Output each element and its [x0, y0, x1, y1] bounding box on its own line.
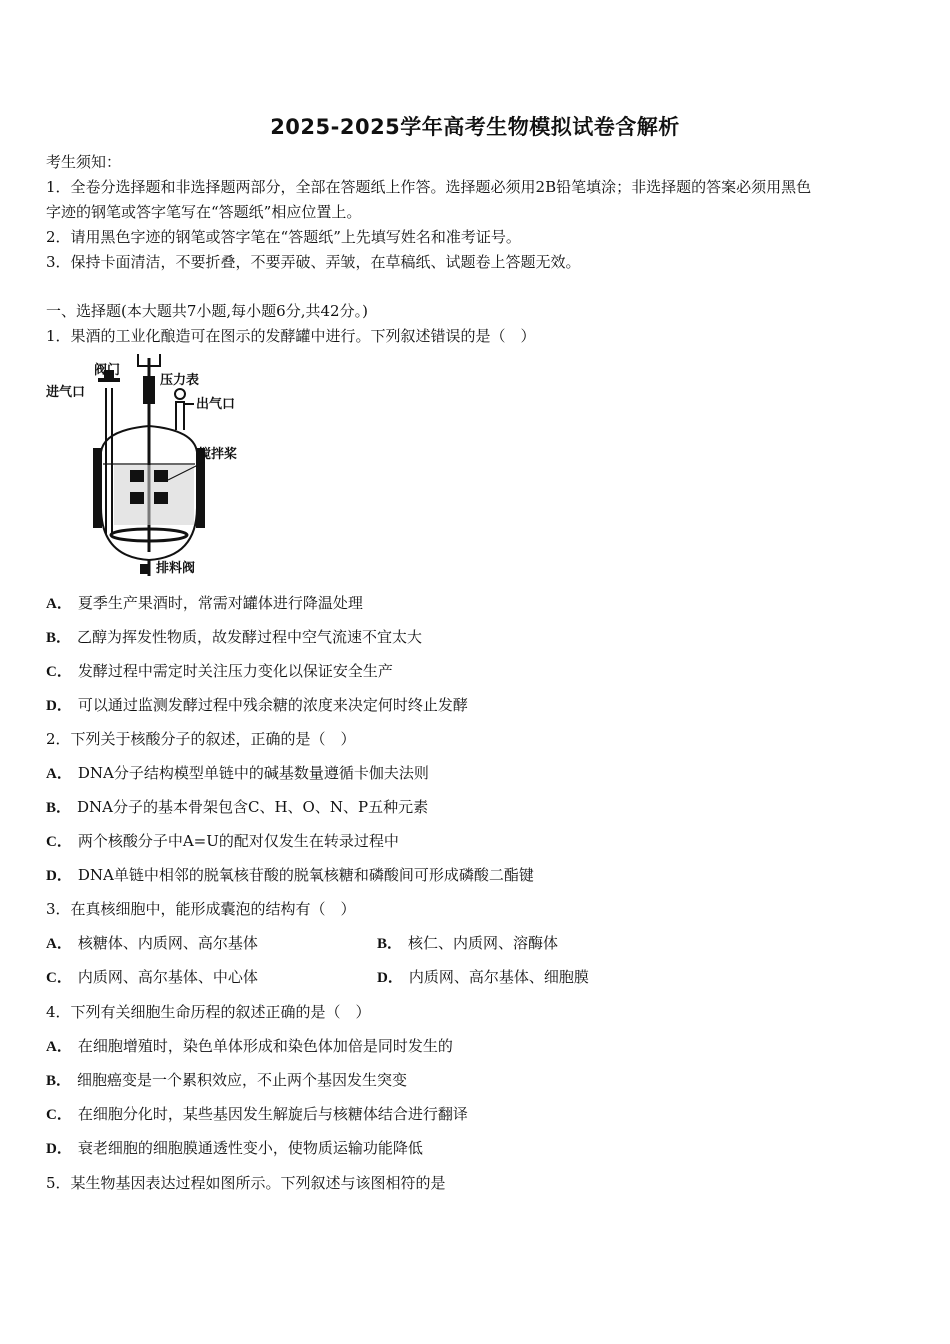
label-outlet: 出气口	[196, 397, 236, 412]
notice-item-1-cont: 字迹的钢笔或答字笔写在“答题纸”相应位置上。	[46, 203, 362, 221]
q2-option-c: C． 两个核酸分子中A=U的配对仅发生在转录过程中	[46, 832, 399, 850]
jacket-left	[93, 448, 102, 528]
question-5-stem: 5．某生物基因表达过程如图所示。下列叙述与该图相符的是	[46, 1174, 446, 1192]
question-3-stem: 3．在真核细胞中，能形成囊泡的结构有（ ）	[46, 900, 356, 918]
notice-item-1: 1．全卷分选择题和非选择题两部分，全部在答题纸上作答。选择题必须用2B铅笔填涂；非选择题的答案必须用黑色	[46, 178, 812, 196]
fermenter-diagram	[46, 352, 256, 580]
question-4-stem: 4．下列有关细胞生命历程的叙述正确的是（ ）	[46, 1003, 371, 1021]
q4-option-c: C． 在细胞分化时，某些基因发生解旋后与核糖体结合进行翻译	[46, 1105, 468, 1123]
notice-item-2: 2．请用黑色字迹的钢笔或答字笔在“答题纸”上先填写姓名和准考证号。	[46, 228, 521, 246]
q3-option-a: A． 核糖体、内质网、高尔基体	[46, 934, 258, 952]
label-drain: 排料阀	[156, 561, 196, 576]
q4-option-d: D． 衰老细胞的细胞膜通透性变小，使物质运输功能降低	[46, 1139, 423, 1157]
q3-option-c: C． 内质网、高尔基体、中心体	[46, 968, 258, 986]
label-paddle: 搅拌桨	[198, 447, 238, 462]
label-valve: 阀门	[94, 363, 121, 378]
q1-option-c: C． 发酵过程中需定时关注压力变化以保证安全生产	[46, 662, 393, 680]
notice-item-3: 3．保持卡面清洁，不要折叠，不要弄破、弄皱，在草稿纸、试题卷上答题无效。	[46, 253, 581, 271]
q4-option-b: B． 细胞癌变是一个累积效应，不止两个基因发生突变	[46, 1071, 408, 1089]
label-gauge: 压力表	[160, 373, 200, 388]
question-2-stem: 2．下列关于核酸分子的叙述，正确的是（ ）	[46, 730, 356, 748]
page-title: 2025-2025学年高考生物模拟试卷含解析	[270, 115, 680, 139]
section-heading: 一、选择题(本大题共7小题,每小题6分,共42分。)	[46, 302, 368, 320]
q3-option-d: D． 内质网、高尔基体、细胞膜	[377, 968, 589, 986]
q2-option-a: A． DNA分子结构模型单链中的碱基数量遵循卡伽夫法则	[46, 764, 429, 782]
q1-option-d: D． 可以通过监测发酵过程中残余糖的浓度来决定何时终止发酵	[46, 696, 468, 714]
label-inlet: 进气口	[46, 385, 86, 400]
q4-option-a: A． 在细胞增殖时，染色单体形成和染色体加倍是同时发生的	[46, 1037, 453, 1055]
question-1-stem: 1．果酒的工业化酿造可在图示的发酵罐中进行。下列叙述错误的是（ ）	[46, 327, 536, 345]
q1-option-a: A． 夏季生产果酒时，常需对罐体进行降温处理	[46, 594, 363, 612]
q1-option-b: B． 乙醇为挥发性物质，故发酵过程中空气流速不宜太大	[46, 628, 423, 646]
notice-heading: 考生须知：	[46, 153, 122, 171]
q2-option-d: D． DNA单链中相邻的脱氧核苷酸的脱氧核糖和磷酸间可形成磷酸二酯键	[46, 866, 534, 884]
q3-option-b: B． 核仁、内质网、溶酶体	[377, 934, 559, 952]
q2-option-b: B． DNA分子的基本骨架包含C、H、O、N、P五种元素	[46, 798, 429, 816]
